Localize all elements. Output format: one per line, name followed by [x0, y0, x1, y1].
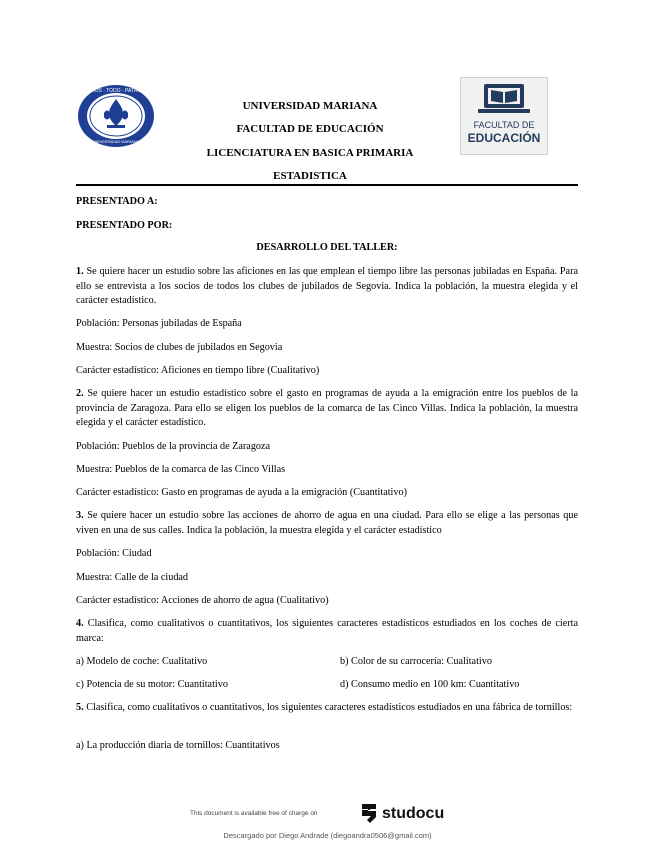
- q4-option-a: a) Modelo de coche: Cualitativo: [76, 656, 208, 667]
- question-1: [76, 265, 578, 309]
- q3-caracter: Carácter estadístico: Acciones de ahorro de agua (Cualitativo): [76, 595, 329, 606]
- seal-top-text: DIOS · TODO · PATRIA: [89, 88, 143, 94]
- question-2-number: 2.: [76, 388, 84, 399]
- question-5-text: Clasifica, como cualitativos o cuantitativos, los siguientes caracteres estadísticos estudiados en una fábrica de tornillos:: [83, 702, 573, 713]
- question-5: [76, 701, 578, 716]
- q3-poblacion: Población: Ciudad: [76, 548, 152, 559]
- university-name: UNIVERSIDAD MARIANA: [242, 100, 378, 112]
- question-4-text: Clasifica, como cualitativos o cuantitativos, los siguientes caracteres estadísticos estudiados en los coches de cierta marca:: [76, 618, 578, 644]
- question-2: [76, 387, 578, 431]
- q2-caracter: Carácter estadístico: Gasto en programas de ayuda a la emigración (Cuantitativo): [76, 487, 407, 498]
- faculty-name: FACULTAD DE EDUCACIÓN: [236, 123, 384, 135]
- studocu-icon: [362, 804, 376, 823]
- section-title: DESARROLLO DEL TALLER:: [256, 242, 398, 253]
- question-5-number: 5.: [76, 702, 84, 713]
- studocu-brand: studocu: [382, 805, 445, 822]
- program-name: LICENCIATURA EN BASICA PRIMARIA: [206, 147, 414, 159]
- university-seal-logo: [76, 83, 156, 149]
- faculty-logo-line1: FACULTAD DE: [473, 120, 535, 130]
- q1-caracter: Carácter estadístico: Aficiones en tiempo libre (Cualitativo): [76, 365, 320, 376]
- question-4-number: 4.: [76, 618, 84, 629]
- studocu-logo[interactable]: [358, 800, 468, 826]
- q2-muestra: Muestra: Pueblos de la comarca de las Cinco Villas: [76, 464, 286, 475]
- downloaded-by-text: Descargado por Diego Andrade (diegoandra0506@gmail.com): [223, 831, 432, 840]
- header-divider: [76, 184, 578, 186]
- question-3-text: Se quiere hacer un estudio sobre las acciones de ahorro de agua en una ciudad. Para ello se elige a las personas que viven en una de sus calles. Indica la población, la muestra elegida y el carácter estadístico: [76, 510, 578, 536]
- q5-option-a: a) La producción diaria de tornillos: Cuantitativos: [76, 740, 280, 751]
- question-1-text: Se quiere hacer un estudio sobre las aficiones en las que emplean el tiempo libre las personas jubiladas en España. Para ello se entrevista a los socios de todos los clubes de jubilados de Segovia. Indica la población, la muestra elegida y el carácter estadístico.: [76, 266, 578, 306]
- available-free-text: This document is available free of charge on: [190, 810, 318, 817]
- q1-poblacion: Población: Personas jubiladas de España: [76, 318, 242, 329]
- presentado-por-label: PRESENTADO POR:: [76, 220, 173, 231]
- q3-muestra: Muestra: Calle de la ciudad: [76, 572, 189, 583]
- faculty-logo: [460, 77, 548, 155]
- question-2-text: Se quiere hacer un estudio estadístico sobre el gasto en programas de ayuda a la emigración entre los pueblos de la provincia de Zaragoza. Para ello se eligen los pueblos de la comarca de las Cinco Villas. Indica la población, la muestra elegida y el carácter estadístico.: [76, 388, 578, 428]
- presentado-a-label: PRESENTADO A:: [76, 196, 158, 207]
- q1-muestra: Muestra: Socios de clubes de jubilados en Segovia: [76, 342, 283, 353]
- question-3-number: 3.: [76, 510, 84, 521]
- subject-name: ESTADISTICA: [273, 170, 347, 182]
- q4-option-b: b) Color de su carrocería: Cualitativo: [340, 656, 492, 667]
- question-3: [76, 509, 578, 538]
- q4-option-c: c) Potencia de su motor: Cuantitativo: [76, 679, 228, 690]
- faculty-logo-line2: EDUCACIÓN: [467, 131, 541, 145]
- seal-bottom-text: UNIVERSIDAD MARIANA: [92, 139, 140, 144]
- laptop-book-icon: [461, 78, 547, 154]
- q4-option-d: d) Consumo medio en 100 km: Cuantitativo: [340, 679, 520, 690]
- question-4: [76, 617, 578, 646]
- question-1-number: 1.: [76, 266, 84, 277]
- q2-poblacion: Población: Pueblos de la provincia de Zaragoza: [76, 441, 271, 452]
